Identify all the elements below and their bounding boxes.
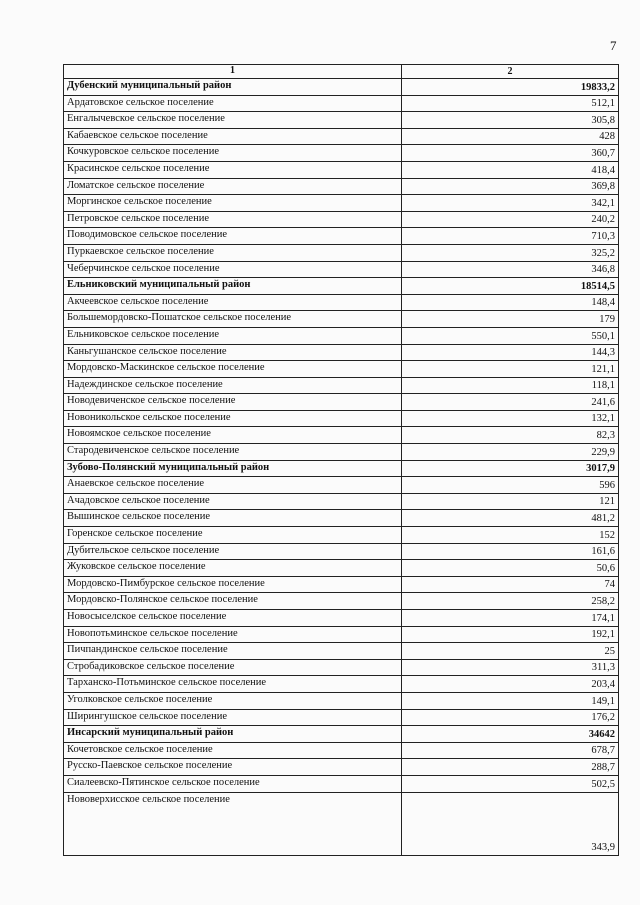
district-row bbox=[64, 726, 619, 743]
settlement-name: Новопотьминское сельское поселение bbox=[64, 626, 402, 643]
settlement-value: 240,2 bbox=[402, 211, 619, 228]
table-row bbox=[64, 161, 619, 178]
table-row bbox=[64, 676, 619, 693]
settlement-value: 82,3 bbox=[402, 427, 619, 444]
district-name: Дубенский муниципальный район bbox=[64, 79, 402, 96]
table-row bbox=[64, 294, 619, 311]
settlement-value: 50,6 bbox=[402, 560, 619, 577]
settlement-name: Стародевиченское сельское поселение bbox=[64, 444, 402, 461]
settlement-value: 74 bbox=[402, 576, 619, 593]
settlement-value: 481,2 bbox=[402, 510, 619, 527]
table-row bbox=[64, 228, 619, 245]
settlement-name: Новоникольское сельское поселение bbox=[64, 410, 402, 427]
settlement-value: 369,8 bbox=[402, 178, 619, 195]
table-row bbox=[64, 742, 619, 759]
settlement-value: 305,8 bbox=[402, 112, 619, 129]
table-row bbox=[64, 593, 619, 610]
settlement-name: Чеберчинское сельское поселение bbox=[64, 261, 402, 278]
table-row bbox=[64, 792, 619, 855]
table-row bbox=[64, 327, 619, 344]
table-row bbox=[64, 427, 619, 444]
settlement-name: Петровское сельское поселение bbox=[64, 211, 402, 228]
table-row bbox=[64, 692, 619, 709]
table-row bbox=[64, 477, 619, 494]
table-row bbox=[64, 510, 619, 527]
district-value: 19833,2 bbox=[402, 79, 619, 96]
district-value: 3017,9 bbox=[402, 460, 619, 477]
table-row bbox=[64, 493, 619, 510]
table-row bbox=[64, 759, 619, 776]
settlement-name: Жуковское сельское поселение bbox=[64, 560, 402, 577]
settlement-value: 428 bbox=[402, 128, 619, 145]
settlement-name: Дубительское сельское поселение bbox=[64, 543, 402, 560]
column-header-2: 2 bbox=[402, 65, 619, 79]
table-row bbox=[64, 112, 619, 129]
settlement-name: Новосыселское сельское поселение bbox=[64, 610, 402, 627]
settlement-name: Ардатовское сельское поселение bbox=[64, 95, 402, 112]
table-row bbox=[64, 145, 619, 162]
settlement-name: Стробадиковское сельское поселение bbox=[64, 659, 402, 676]
settlement-value: 343,9 bbox=[402, 792, 619, 855]
settlement-name: Большемордовско-Пошатское сельское поселение bbox=[64, 311, 402, 328]
table-row bbox=[64, 261, 619, 278]
settlement-name: Ломатское сельское поселение bbox=[64, 178, 402, 195]
settlement-name: Уголковское сельское поселение bbox=[64, 692, 402, 709]
settlement-value: 418,4 bbox=[402, 161, 619, 178]
settlement-value: 176,2 bbox=[402, 709, 619, 726]
settlement-value: 346,8 bbox=[402, 261, 619, 278]
settlement-value: 288,7 bbox=[402, 759, 619, 776]
column-header-1: 1 bbox=[64, 65, 402, 79]
settlement-name: Ачадовское сельское поселение bbox=[64, 493, 402, 510]
table-row bbox=[64, 377, 619, 394]
settlement-value: 161,6 bbox=[402, 543, 619, 560]
settlement-name: Кабаевское сельское поселение bbox=[64, 128, 402, 145]
table-row bbox=[64, 178, 619, 195]
settlement-name: Пуркаевское сельское поселение bbox=[64, 244, 402, 261]
district-value: 34642 bbox=[402, 726, 619, 743]
table-row bbox=[64, 709, 619, 726]
settlement-value: 121 bbox=[402, 493, 619, 510]
settlement-value: 174,1 bbox=[402, 610, 619, 627]
district-row bbox=[64, 278, 619, 295]
table-header-row bbox=[64, 65, 619, 79]
settlement-name: Русско-Паевское сельское поселение bbox=[64, 759, 402, 776]
settlement-value: 342,1 bbox=[402, 195, 619, 212]
settlement-value: 203,4 bbox=[402, 676, 619, 693]
page-number: 7 bbox=[610, 38, 617, 53]
settlement-name: Мордовско-Маскинское сельское поселение bbox=[64, 361, 402, 378]
settlement-value: 121,1 bbox=[402, 361, 619, 378]
settlement-value: 192,1 bbox=[402, 626, 619, 643]
settlement-name: Надеждинское сельское поселение bbox=[64, 377, 402, 394]
district-row bbox=[64, 460, 619, 477]
settlement-value: 148,4 bbox=[402, 294, 619, 311]
table-row bbox=[64, 244, 619, 261]
settlement-name: Ельниковское сельское поселение bbox=[64, 327, 402, 344]
settlement-name: Новодевиченское сельское поселение bbox=[64, 394, 402, 411]
settlement-name: Поводимовское сельское поселение bbox=[64, 228, 402, 245]
settlement-name: Мордовско-Полянское сельское поселение bbox=[64, 593, 402, 610]
settlement-name: Каньгушанское сельское поселение bbox=[64, 344, 402, 361]
district-name: Инсарский муниципальный район bbox=[64, 726, 402, 743]
district-name: Ельниковский муниципальный район bbox=[64, 278, 402, 295]
settlement-name: Акчеевское сельское поселение bbox=[64, 294, 402, 311]
settlement-value: 152 bbox=[402, 527, 619, 544]
settlement-name: Горенское сельское поселение bbox=[64, 527, 402, 544]
settlement-value: 149,1 bbox=[402, 692, 619, 709]
table-row bbox=[64, 344, 619, 361]
table-row bbox=[64, 576, 619, 593]
settlement-name: Вышинское сельское поселение bbox=[64, 510, 402, 527]
table-row bbox=[64, 643, 619, 660]
table-row bbox=[64, 560, 619, 577]
table-row bbox=[64, 95, 619, 112]
district-value: 18514,5 bbox=[402, 278, 619, 295]
settlement-table bbox=[63, 64, 619, 856]
settlement-value: 550,1 bbox=[402, 327, 619, 344]
settlement-value: 25 bbox=[402, 643, 619, 660]
settlement-value: 512,1 bbox=[402, 95, 619, 112]
settlement-name: Ширингушское сельское поселение bbox=[64, 709, 402, 726]
district-row bbox=[64, 79, 619, 96]
settlement-value: 360,7 bbox=[402, 145, 619, 162]
table-row bbox=[64, 211, 619, 228]
table-row bbox=[64, 361, 619, 378]
settlement-name: Новоямское сельское поселение bbox=[64, 427, 402, 444]
table-row bbox=[64, 410, 619, 427]
settlement-name: Моргинское сельское поселение bbox=[64, 195, 402, 212]
table-row bbox=[64, 394, 619, 411]
settlement-name: Тарханско-Потьминское сельское поселение bbox=[64, 676, 402, 693]
settlement-name: Мордовско-Пимбурское сельское поселение bbox=[64, 576, 402, 593]
table-row bbox=[64, 775, 619, 792]
table-body bbox=[64, 65, 619, 856]
settlement-value: 132,1 bbox=[402, 410, 619, 427]
settlement-value: 710,3 bbox=[402, 228, 619, 245]
settlement-value: 179 bbox=[402, 311, 619, 328]
settlement-name: Пичпандинское сельское поселение bbox=[64, 643, 402, 660]
settlement-value: 678,7 bbox=[402, 742, 619, 759]
settlement-value: 596 bbox=[402, 477, 619, 494]
table-row bbox=[64, 626, 619, 643]
settlement-name: Кочкуровское сельское поселение bbox=[64, 145, 402, 162]
table-row bbox=[64, 527, 619, 544]
district-name: Зубово-Полянский муниципальный район bbox=[64, 460, 402, 477]
settlement-name: Кочетовское сельское поселение bbox=[64, 742, 402, 759]
settlement-value: 144,3 bbox=[402, 344, 619, 361]
table-row bbox=[64, 128, 619, 145]
settlement-value: 229,9 bbox=[402, 444, 619, 461]
settlement-value: 311,3 bbox=[402, 659, 619, 676]
settlement-value: 118,1 bbox=[402, 377, 619, 394]
settlement-value: 502,5 bbox=[402, 775, 619, 792]
table-row bbox=[64, 610, 619, 627]
table-row bbox=[64, 659, 619, 676]
settlement-name: Нововерхисское сельское поселение bbox=[64, 792, 402, 855]
table-row bbox=[64, 444, 619, 461]
table-row bbox=[64, 311, 619, 328]
table-row bbox=[64, 543, 619, 560]
settlement-name: Анаевское сельское поселение bbox=[64, 477, 402, 494]
settlement-name: Сиалеевско-Пятинское сельское поселение bbox=[64, 775, 402, 792]
settlement-value: 258,2 bbox=[402, 593, 619, 610]
settlement-name: Енгалычевское сельское поселение bbox=[64, 112, 402, 129]
settlement-value: 325,2 bbox=[402, 244, 619, 261]
settlement-name: Красинское сельское поселение bbox=[64, 161, 402, 178]
settlement-value: 241,6 bbox=[402, 394, 619, 411]
table-row bbox=[64, 195, 619, 212]
